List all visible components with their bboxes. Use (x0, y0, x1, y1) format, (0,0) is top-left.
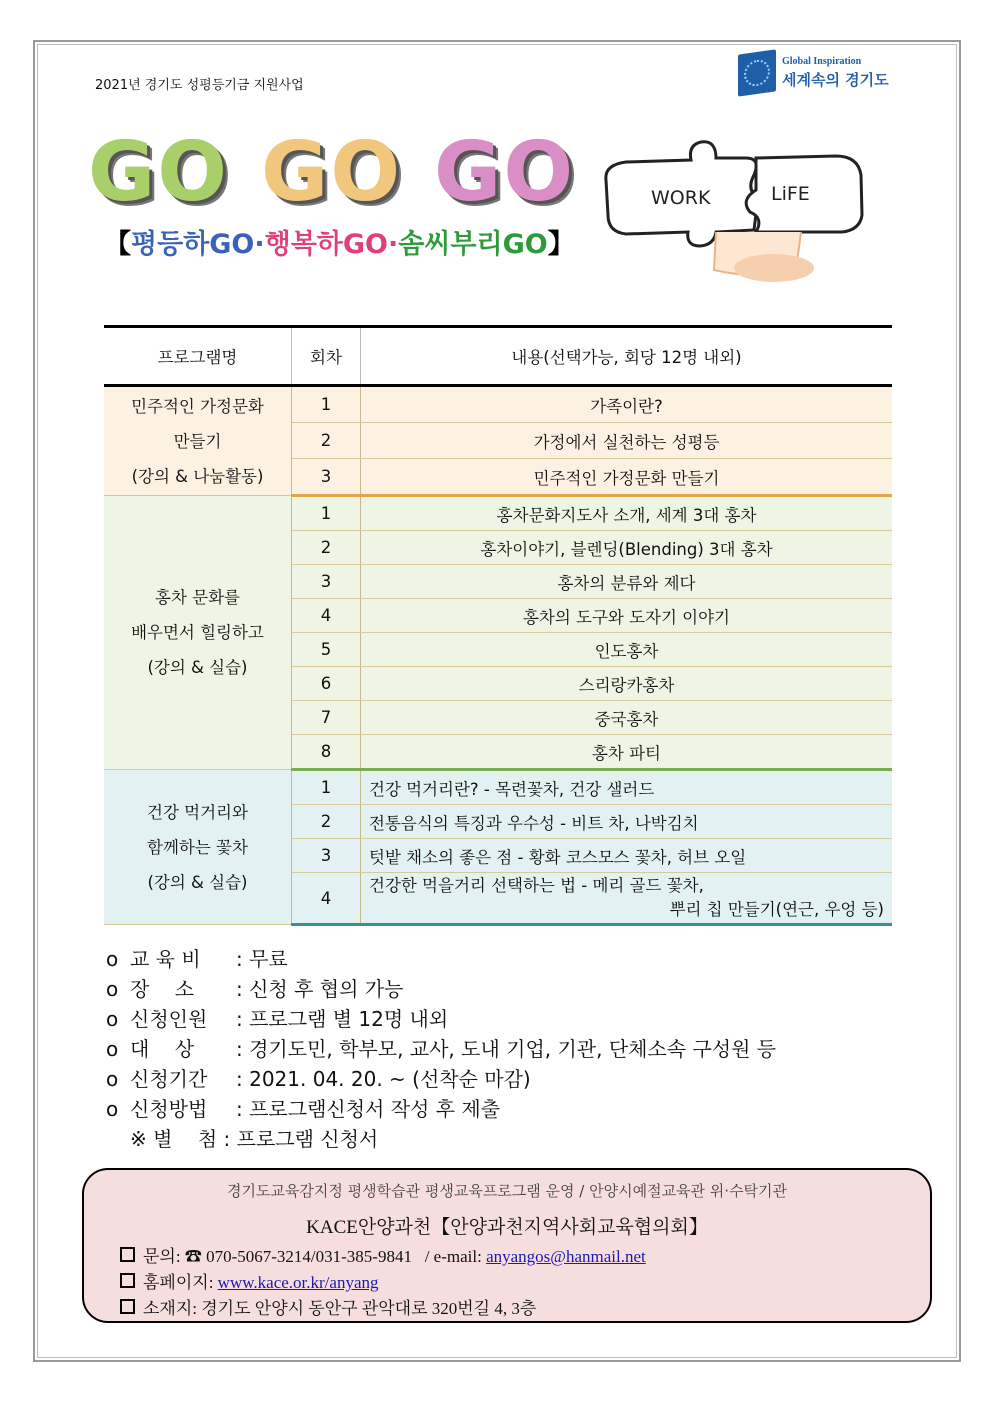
session-number: 2 (292, 531, 361, 565)
info-value: 프로그램 별 12명 내외 (249, 1007, 449, 1031)
info-colon: : (236, 947, 243, 971)
table-row (104, 386, 892, 423)
go-go-go-title (88, 125, 576, 220)
checkbox-square-icon (120, 1299, 135, 1314)
info-label: 장 소 (130, 977, 195, 1001)
organization-name: KACE안양과천【안양과천지역사회교육협의회】 (306, 1217, 708, 1238)
contact-box (82, 1168, 932, 1323)
header-program-name: 프로그램명 (104, 327, 292, 386)
session-content: 텃밭 채소의 좋은 점 - 황화 코스모스 꽃차, 허브 오일 (361, 839, 893, 873)
info-item (106, 944, 776, 974)
program-line: 2021년 경기도 성평등기금 지원사업 (95, 78, 304, 93)
program-name-line: 만들기 (173, 431, 222, 451)
slogan-bracket-open: 【 (104, 229, 131, 260)
info-label: 대 상 (130, 1037, 195, 1061)
session-content: 건강 먹거리란? - 목련꽃차, 건강 샐러드 (361, 770, 893, 805)
session-content: 중국홍차 (361, 701, 893, 735)
session-number: 8 (292, 735, 361, 770)
bullet: o (106, 947, 119, 971)
session-content: 스리랑카홍차 (361, 667, 893, 701)
program-name-cell (104, 386, 292, 496)
session-content: 홍차의 도구와 도자기 이야기 (361, 599, 893, 633)
session-number: 3 (292, 565, 361, 599)
session-content (361, 873, 893, 925)
homepage-label: 홈페이지: (143, 1273, 214, 1292)
bullet: o (106, 1097, 119, 1121)
info-label: 신청방법 (130, 1097, 208, 1121)
session-number: 2 (292, 805, 361, 839)
info-colon: : (236, 1037, 243, 1061)
work-life-puzzle-icon (596, 120, 878, 290)
program-name-line: 홍차 문화를 (155, 588, 240, 607)
address-label: 소재지: (143, 1299, 197, 1318)
session-content: 홍차 파티 (361, 735, 893, 770)
session-number: 1 (292, 496, 361, 531)
logo-tagline: Global Inspiration (782, 56, 862, 67)
info-list (106, 944, 776, 1154)
logo-name: 세계속의 경기도 (782, 71, 889, 89)
table-row (104, 496, 892, 531)
table-header-row (104, 327, 892, 386)
bullet: o (106, 977, 119, 1001)
session-content: 홍차의 분류와 제다 (361, 565, 893, 599)
puzzle-life-label: LiFE (771, 183, 810, 205)
contact-label: 문의: (143, 1247, 181, 1266)
info-value: 경기도민, 학부모, 교사, 도내 기업, 기관, 단체소속 구성원 등 (249, 1037, 777, 1061)
session-number: 3 (292, 459, 361, 496)
slogan-part-2: 행복하GO· (264, 229, 399, 260)
session-content: 홍차문화지도사 소개, 세계 3대 홍차 (361, 496, 893, 531)
program-name-line: (강의 & 나눔활동) (131, 466, 264, 486)
program-name-line: 배우면서 힐링하고 (131, 623, 264, 642)
info-label: 신청기간 (130, 1067, 208, 1091)
address-text: 경기도 안양시 동안구 관악대로 320번길 4, 3층 (201, 1299, 537, 1318)
go-word-3: GO (434, 125, 576, 220)
session-content: 가정에서 실천하는 성평등 (361, 423, 893, 459)
info-colon: : (236, 1067, 243, 1091)
session-content: 전통음식의 특징과 우수성 - 비트 차, 나박김치 (361, 805, 893, 839)
info-colon: : (236, 1007, 243, 1031)
info-value: 신청 후 협의 가능 (249, 977, 404, 1001)
info-item (106, 1004, 776, 1034)
info-item (106, 1034, 776, 1064)
session-content: 민주적인 가정문화 만들기 (361, 459, 893, 496)
program-name-line: (강의 & 실습) (147, 872, 248, 892)
info-colon: : (236, 977, 243, 1001)
email-label: / e-mail: (424, 1247, 482, 1266)
info-value: 프로그램신청서 작성 후 제출 (249, 1097, 501, 1121)
session-content-line: 뿌리 칩 만들기(연근, 우엉 등) (669, 900, 884, 919)
info-label: 교 육 비 (130, 947, 201, 971)
session-content: 인도홍차 (361, 633, 893, 667)
session-number: 4 (292, 873, 361, 925)
session-content: 홍차이야기, 블렌딩(Blending) 3대 홍차 (361, 531, 893, 565)
address-row (120, 1294, 536, 1319)
checkbox-square-icon (120, 1247, 135, 1262)
bullet: o (106, 1007, 119, 1031)
session-number: 2 (292, 423, 361, 459)
program-table (104, 325, 892, 926)
slogan-bracket-close: 】 (547, 229, 575, 260)
session-content: 가족이란? (361, 386, 893, 423)
info-value: 2021. 04. 20. ~ (선착순 마감) (249, 1067, 531, 1091)
info-item (106, 1064, 776, 1094)
table-row (104, 770, 892, 805)
homepage-row (120, 1268, 378, 1293)
program-name-line: 민주적인 가정문화 (131, 396, 264, 416)
info-label: 신청인원 (130, 1007, 208, 1031)
program-name-cell (104, 770, 292, 925)
program-name-line: (강의 & 실습) (147, 658, 248, 677)
contact-row (120, 1242, 646, 1267)
header-session: 회차 (292, 327, 361, 386)
bullet: o (106, 1067, 119, 1091)
email-link[interactable]: anyangos@hanmail.net (486, 1247, 646, 1266)
slogan (104, 222, 575, 261)
go-word-1: GO (88, 125, 230, 220)
session-number: 4 (292, 599, 361, 633)
program-name-line: 함께하는 꽃차 (147, 837, 248, 857)
institution-line: 경기도교육감지정 평생학습관 평생교육프로그램 운영 / 안양시예절교육관 위·수탁기관 (226, 1182, 788, 1200)
session-number: 1 (292, 386, 361, 423)
puzzle-work-label: WORK (651, 187, 711, 209)
session-number: 1 (292, 770, 361, 805)
attachment-note: ※ 별 첨 : 프로그램 신청서 (130, 1127, 379, 1151)
info-colon: : (236, 1097, 243, 1121)
program-name-cell (104, 496, 292, 770)
session-number: 6 (292, 667, 361, 701)
go-word-2: GO (261, 125, 403, 220)
session-number: 5 (292, 633, 361, 667)
slogan-part-3: 솜씨부리GO (398, 229, 548, 260)
session-number: 3 (292, 839, 361, 873)
phone-icon: ☎ (184, 1247, 202, 1266)
info-item (106, 974, 776, 1004)
session-content-line: 건강한 먹을거리 선택하는 법 - 메리 골드 꽃차, (369, 876, 704, 895)
slogan-part-1: 평등하GO· (131, 229, 265, 260)
bullet: o (106, 1037, 119, 1061)
homepage-link[interactable]: www.kace.or.kr/anyang (217, 1273, 379, 1292)
checkbox-square-icon (120, 1273, 135, 1288)
info-item (106, 1094, 776, 1124)
program-name-line: 건강 먹거리와 (147, 802, 248, 822)
gyeonggi-logo (738, 52, 898, 94)
phone-number: 070-5067-3214/031-385-9841 (206, 1247, 412, 1266)
info-value: 무료 (249, 947, 288, 971)
logo-mark-icon (738, 49, 776, 96)
session-number: 7 (292, 701, 361, 735)
header-content: 내용(선택가능, 회당 12명 내외) (361, 327, 893, 386)
